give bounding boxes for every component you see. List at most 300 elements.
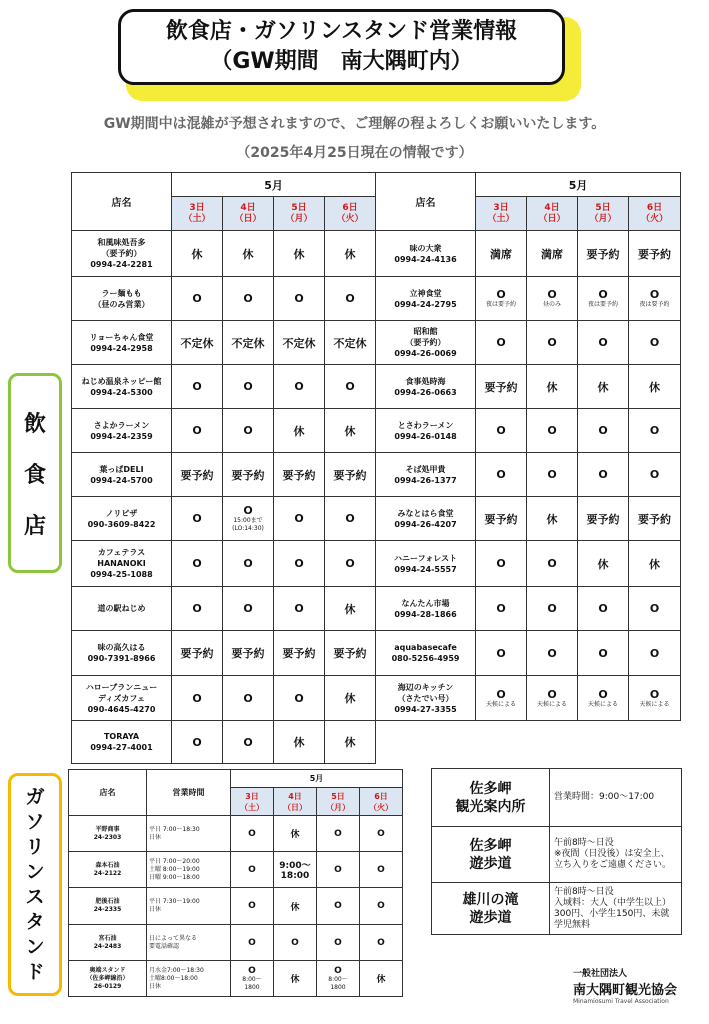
status-value: 天候による <box>537 700 568 708</box>
status-value: O <box>649 288 660 301</box>
gas-status-value: 休 <box>376 975 386 985</box>
status-value: 休 <box>344 602 356 616</box>
status-value: 要予約 <box>333 468 367 482</box>
restaurant-name-line: 海辺のキッチン <box>397 682 454 692</box>
status-cell <box>274 321 325 365</box>
restaurant-name-line: 0994-26-0148 <box>394 431 457 441</box>
status-value: 不定休 <box>180 336 214 350</box>
day-label: 6日 <box>646 202 663 213</box>
restaurant-name-line: リョーちゃん食堂 <box>89 332 154 342</box>
status-cell <box>223 321 274 365</box>
restaurant-name-line: ディズカフェ <box>98 693 145 703</box>
info-row <box>432 883 682 935</box>
status-value: 天候による <box>486 700 517 708</box>
restaurant-name-line: みなとはら食堂 <box>397 508 454 518</box>
gas-status-value: O <box>334 901 342 911</box>
status-cell <box>527 277 578 321</box>
status-value: O <box>243 292 253 305</box>
restaurant-name-line: ノリピザ <box>105 508 138 518</box>
status-cell <box>223 231 274 277</box>
restaurant-name <box>376 231 476 277</box>
table-row <box>72 497 681 541</box>
gas-status-cell <box>360 816 403 852</box>
day-label: 3日 <box>245 791 259 801</box>
day-label: （日） <box>234 213 262 224</box>
day-label: 4日 <box>544 202 560 213</box>
table-row <box>72 321 681 365</box>
status-cell <box>172 231 223 277</box>
day-label: （土） <box>183 213 211 224</box>
table-row <box>72 231 681 277</box>
name-header: 店名 <box>376 173 476 231</box>
status-value: O <box>192 691 202 705</box>
status-cell <box>172 721 223 764</box>
status-value: 休 <box>649 380 661 394</box>
status-value: O <box>192 512 202 525</box>
spot-detail-line: 午前8時～日没 <box>554 838 614 848</box>
status-cell <box>325 541 376 587</box>
status-value: 不定休 <box>333 336 367 350</box>
day-header <box>325 197 376 231</box>
status-value: O <box>192 424 202 437</box>
spot-name-line: 遊歩道 <box>469 855 512 872</box>
table-row <box>72 277 681 321</box>
restaurant-name-line: 0994-24-5700 <box>90 475 153 485</box>
day-label: 6日 <box>342 202 358 213</box>
gas-station-name <box>69 852 147 888</box>
restaurant-name-line: 0994-24-4136 <box>394 254 457 264</box>
status-cell <box>172 321 223 365</box>
spot-detail-line: 営業時間：9:00～17:00 <box>554 792 655 802</box>
restaurant-name-line: 食事処時海 <box>405 376 446 386</box>
spot-detail-line: 入域料：大人（中学生以上） <box>554 897 672 908</box>
status-cell <box>223 631 274 676</box>
day-header <box>629 197 681 231</box>
status-cell <box>629 587 681 631</box>
status-cell <box>223 587 274 631</box>
status-value: 昼のみ <box>543 301 562 308</box>
status-cell <box>629 497 681 541</box>
restaurant-name-line: 0994-25-1088 <box>90 570 153 579</box>
day-header <box>172 197 223 231</box>
status-value: O <box>649 687 660 701</box>
status-value: O <box>243 380 253 393</box>
restaurant-name-line: ラー麺もも <box>101 288 142 298</box>
status-value: O <box>294 691 304 705</box>
restaurant-name-line: （昼のみ営業） <box>93 299 150 309</box>
restaurant-name-line: 0994-27-3355 <box>394 704 457 714</box>
restaurant-name-line: ハニーフォレスト <box>394 553 458 563</box>
gas-status-value: O <box>377 937 385 948</box>
restaurant-name-line: 0994-24-2958 <box>90 343 153 353</box>
category-char: ス <box>25 885 45 908</box>
status-cell <box>476 277 527 321</box>
table-row <box>72 676 681 721</box>
status-cell <box>172 587 223 631</box>
status-cell <box>274 497 325 541</box>
status-value: 休 <box>344 736 356 749</box>
status-cell <box>223 277 274 321</box>
status-cell <box>476 365 527 409</box>
status-value: O <box>547 288 557 301</box>
restaurant-name <box>376 497 476 541</box>
status-value: O <box>598 646 608 660</box>
status-cell <box>629 231 681 277</box>
table-row <box>72 453 681 497</box>
status-cell <box>172 497 223 541</box>
gas-status-value: 休 <box>290 902 300 913</box>
spot-detail-line: 午前8時～日没 <box>554 886 614 897</box>
spot-name <box>432 769 550 827</box>
gas-station-name <box>69 925 147 961</box>
gas-station-name-line: 24-2122 <box>93 869 122 877</box>
spot-detail-line: ※夜間（日没後）は安全上、 <box>554 849 670 859</box>
status-cell <box>274 541 325 587</box>
status-value: 不定休 <box>282 336 316 350</box>
status-value: O <box>345 292 355 305</box>
gas-hours-line: 日曜 9:00～18:00 <box>149 873 200 881</box>
gas-status-cell <box>360 852 403 888</box>
gas-station-name-line: 26-0129 <box>93 982 122 990</box>
status-cell <box>325 676 376 721</box>
status-value: 要予約 <box>586 512 620 526</box>
spot-detail-line: 立ち入りをご遠慮ください。 <box>554 860 672 870</box>
status-value: 要予約 <box>333 647 367 660</box>
status-value: O <box>294 380 304 393</box>
status-cell <box>527 365 578 409</box>
table-row <box>72 587 681 631</box>
gas-status-value: 9:00～ <box>279 861 311 871</box>
gas-status-value: O <box>248 864 256 875</box>
restaurant-name <box>72 321 172 365</box>
status-value: O <box>243 504 253 517</box>
status-value: O <box>496 336 506 349</box>
gas-row <box>69 961 403 997</box>
status-cell <box>527 497 578 541</box>
status-cell <box>172 541 223 587</box>
gas-status-value: 1800 <box>244 983 260 991</box>
gas-hours-header: 営業時間 <box>147 770 231 816</box>
title-line-2: （GW期間 南大隅町内） <box>210 49 473 74</box>
restaurant-name-line: 0994-24-2281 <box>90 260 153 269</box>
day-label: （月） <box>285 213 313 224</box>
status-value: O <box>345 557 355 570</box>
restaurant-name-line: カフェテラス <box>97 548 146 557</box>
status-value: 休 <box>546 380 558 394</box>
day-header <box>527 197 578 231</box>
spot-detail <box>550 827 682 883</box>
status-cell <box>527 453 578 497</box>
gas-hours-line: 平日 7:00～18:30 <box>149 825 200 833</box>
gas-hours-line: 月水金7:00～18:30 <box>149 966 204 974</box>
status-cell <box>325 453 376 497</box>
restaurant-name-line: ねじめ温泉ネッピー館 <box>81 376 162 386</box>
restaurant-name-line: 昭和館 <box>413 327 438 336</box>
status-value: 休 <box>242 247 254 261</box>
restaurant-name-line: 葉っぱDELI <box>99 464 144 474</box>
status-cell <box>325 587 376 631</box>
day-header <box>476 197 527 231</box>
status-value: O <box>243 602 253 615</box>
status-value: 休 <box>293 736 305 749</box>
gas-status-value: 休 <box>290 830 300 840</box>
restaurant-name-line: 0994-24-2359 <box>90 431 153 441</box>
status-value: O <box>496 468 506 481</box>
spot-detail-line: 300円、小学生150円、未就 <box>554 908 670 919</box>
day-label: 6日 <box>374 791 388 801</box>
status-value: 夜は要予約 <box>639 301 670 308</box>
status-cell <box>629 321 681 365</box>
day-header <box>223 197 274 231</box>
status-cell <box>172 453 223 497</box>
restaurant-name-line: 0994-27-4001 <box>90 743 153 752</box>
restaurant-name <box>376 587 476 631</box>
category-char: ン <box>25 935 45 958</box>
restaurant-name-line: （さたでい号） <box>397 693 454 703</box>
day-label: （日） <box>538 213 566 224</box>
status-value: O <box>547 602 557 615</box>
status-cell <box>476 453 527 497</box>
status-value: O <box>192 557 202 570</box>
name-header: 店名 <box>72 173 172 231</box>
status-cell <box>476 409 527 453</box>
status-cell <box>629 277 681 321</box>
status-cell <box>274 631 325 676</box>
restaurant-name-line: 味の高久はる <box>97 643 146 652</box>
status-cell <box>629 631 681 676</box>
status-value: O <box>598 602 608 615</box>
status-value: O <box>243 691 253 705</box>
status-value: O <box>192 602 202 615</box>
status-cell <box>578 541 629 587</box>
gas-hours-line: 要電話確認 <box>149 942 180 950</box>
restaurant-name <box>72 365 172 409</box>
gas-status-value: 1800 <box>330 983 346 991</box>
status-value: O <box>345 380 355 393</box>
gas-status-value: 8:00～ <box>328 975 348 983</box>
restaurant-name <box>376 321 476 365</box>
status-cell <box>578 277 629 321</box>
table-row <box>72 721 681 764</box>
day-label: 5日 <box>331 791 345 801</box>
empty-cell <box>629 721 681 764</box>
status-value: O <box>598 424 608 437</box>
empty-cell <box>578 721 629 764</box>
status-cell <box>527 631 578 676</box>
gas-status-value: 18:00 <box>280 871 310 881</box>
gas-station-hours <box>147 925 231 961</box>
gas-status-value: O <box>377 901 385 911</box>
restaurant-name-line: 0994-26-1377 <box>394 475 457 485</box>
gas-station-hours <box>147 816 231 852</box>
organization-type: 一般社団法人 <box>573 969 628 979</box>
spot-name-line: 観光案内所 <box>455 798 526 815</box>
gas-status-cell <box>360 888 403 925</box>
gas-status-cell <box>317 888 360 925</box>
status-value: O <box>496 288 506 301</box>
day-label: （火） <box>369 802 393 812</box>
status-value: O <box>496 687 506 701</box>
status-cell <box>223 453 274 497</box>
status-value: O <box>192 735 202 749</box>
table-row <box>72 365 681 409</box>
organization-logo <box>573 966 693 1005</box>
empty-cell <box>476 721 527 764</box>
restaurant-name <box>376 409 476 453</box>
gas-station-name-line: 24-2335 <box>93 906 122 913</box>
status-value: O <box>598 687 608 701</box>
restaurant-name-line: 立神食堂 <box>409 288 442 298</box>
gas-status-cell <box>274 888 317 925</box>
status-cell <box>578 497 629 541</box>
gas-status-value: O <box>334 864 342 875</box>
restaurant-name-line: 0994-26-0069 <box>394 349 457 358</box>
gas-status-value: O <box>248 828 256 839</box>
gas-status-cell <box>317 961 360 997</box>
as-of-date: （2025年4月25日現在の情報です） <box>236 145 473 161</box>
gas-status-value: O <box>377 864 385 875</box>
gas-row <box>69 925 403 961</box>
gas-status-cell <box>231 888 274 925</box>
gas-status-value: O <box>248 901 256 911</box>
status-value: 要予約 <box>180 647 214 660</box>
gas-status-cell <box>231 816 274 852</box>
status-value: O <box>598 468 608 481</box>
status-value: 不定休 <box>231 336 265 350</box>
gas-status-cell <box>360 925 403 961</box>
status-cell <box>223 721 274 764</box>
restaurant-name-line: とさわラーメン <box>397 420 454 430</box>
status-value: 要予約 <box>180 468 214 482</box>
gas-hours-line: 土曜 8:00～19:00 <box>149 865 200 873</box>
status-value: 休 <box>597 380 609 394</box>
status-cell <box>578 321 629 365</box>
restaurant-name <box>72 453 172 497</box>
status-cell <box>476 587 527 631</box>
restaurant-name <box>376 453 476 497</box>
restaurant-name <box>376 676 476 721</box>
info-row <box>432 769 682 827</box>
gas-station-hours <box>147 888 231 925</box>
gas-status-value: O <box>248 937 256 948</box>
day-label: （土） <box>240 802 264 812</box>
status-value: O <box>294 602 304 615</box>
status-cell <box>172 365 223 409</box>
restaurant-name-line: なんたん市場 <box>401 598 450 608</box>
day-label: （日） <box>283 802 307 812</box>
status-cell <box>325 721 376 764</box>
restaurant-name-line: ハローブランニュー <box>85 682 158 692</box>
status-value: 要予約 <box>282 647 316 660</box>
spot-name-line: 遊歩道 <box>469 909 512 926</box>
category-char: 店 <box>23 513 46 539</box>
spot-name-line: 雄川の滝 <box>462 891 519 908</box>
status-value: O <box>192 292 202 305</box>
spot-name-line: 佐多岬 <box>469 837 512 854</box>
status-value: 夜は要予約 <box>588 301 619 308</box>
status-cell <box>629 453 681 497</box>
notice-text: GW期間中は混雑が予想されますので、ご理解の程よろしくお願いいたします。 <box>103 116 606 132</box>
page-title <box>118 9 565 85</box>
gas-day-header <box>360 788 403 816</box>
category-char: リ <box>25 835 45 858</box>
gas-day-header <box>274 788 317 816</box>
status-value: O <box>547 468 557 481</box>
gas-status-cell <box>274 925 317 961</box>
status-cell <box>527 587 578 631</box>
restaurant-name-line: 090-4645-4270 <box>87 704 156 714</box>
restaurant-name-line: （要予約） <box>101 249 142 258</box>
day-header <box>274 197 325 231</box>
status-value: 休 <box>191 247 203 261</box>
gas-month-header: 5月 <box>231 770 403 788</box>
gas-status-value: O <box>248 965 256 976</box>
status-value: O <box>294 292 304 305</box>
status-value: (LO:14:30) <box>232 525 264 532</box>
status-value: 休 <box>293 247 305 261</box>
status-cell <box>274 409 325 453</box>
gas-station-name-line: 24-2303 <box>93 833 122 841</box>
gas-station-hours <box>147 961 231 997</box>
status-cell <box>274 721 325 764</box>
gas-hours-line: 平日 7:30～19:00 <box>149 898 200 905</box>
status-value: 要予約 <box>231 647 265 660</box>
status-value: O <box>192 380 202 393</box>
gas-hours-line: 土曜8:00～18:00 <box>149 974 198 982</box>
gas-station-name-line: 宮石油 <box>98 934 117 942</box>
status-cell <box>476 231 527 277</box>
restaurant-name-line: 0994-24-5557 <box>394 564 457 574</box>
restaurant-name-line: 090-7391-8966 <box>87 654 156 663</box>
organization-name: 南大隅町観光協会 <box>573 983 678 998</box>
status-cell <box>527 409 578 453</box>
gas-hours-line: 日休 <box>149 833 162 841</box>
status-cell <box>476 676 527 721</box>
status-value: 要予約 <box>231 468 265 482</box>
restaurant-name-line: 0994-26-0663 <box>394 387 457 397</box>
status-cell <box>274 676 325 721</box>
gas-hours-line: 日によって異なる <box>149 934 198 942</box>
status-value: 休 <box>344 692 356 705</box>
gas-station-name-line: 肥後石油 <box>95 898 120 905</box>
day-label: 5日 <box>595 202 611 213</box>
restaurant-name <box>376 277 476 321</box>
gas-status-value: O <box>334 828 342 839</box>
status-cell <box>325 365 376 409</box>
status-cell <box>629 541 681 587</box>
category-char: タ <box>25 910 45 933</box>
restaurant-name <box>72 409 172 453</box>
restaurant-name-line: 味の大衆 <box>409 243 442 253</box>
status-value: O <box>547 687 557 701</box>
status-cell <box>325 277 376 321</box>
table-row <box>72 631 681 676</box>
category-char: ド <box>25 960 45 983</box>
gas-status-cell <box>231 852 274 888</box>
restaurant-name <box>72 541 172 587</box>
status-value: O <box>496 646 506 660</box>
status-value: 休 <box>344 247 356 261</box>
status-cell <box>172 631 223 676</box>
gas-station-name <box>69 888 147 925</box>
status-cell <box>629 409 681 453</box>
status-cell <box>578 409 629 453</box>
month-header: 5月 <box>476 173 681 197</box>
gas-station-name-line: 奥端スタンド <box>89 966 126 974</box>
gas-hours-line: 平日 7:00～20:00 <box>149 857 200 865</box>
status-cell <box>172 676 223 721</box>
status-cell <box>527 231 578 277</box>
